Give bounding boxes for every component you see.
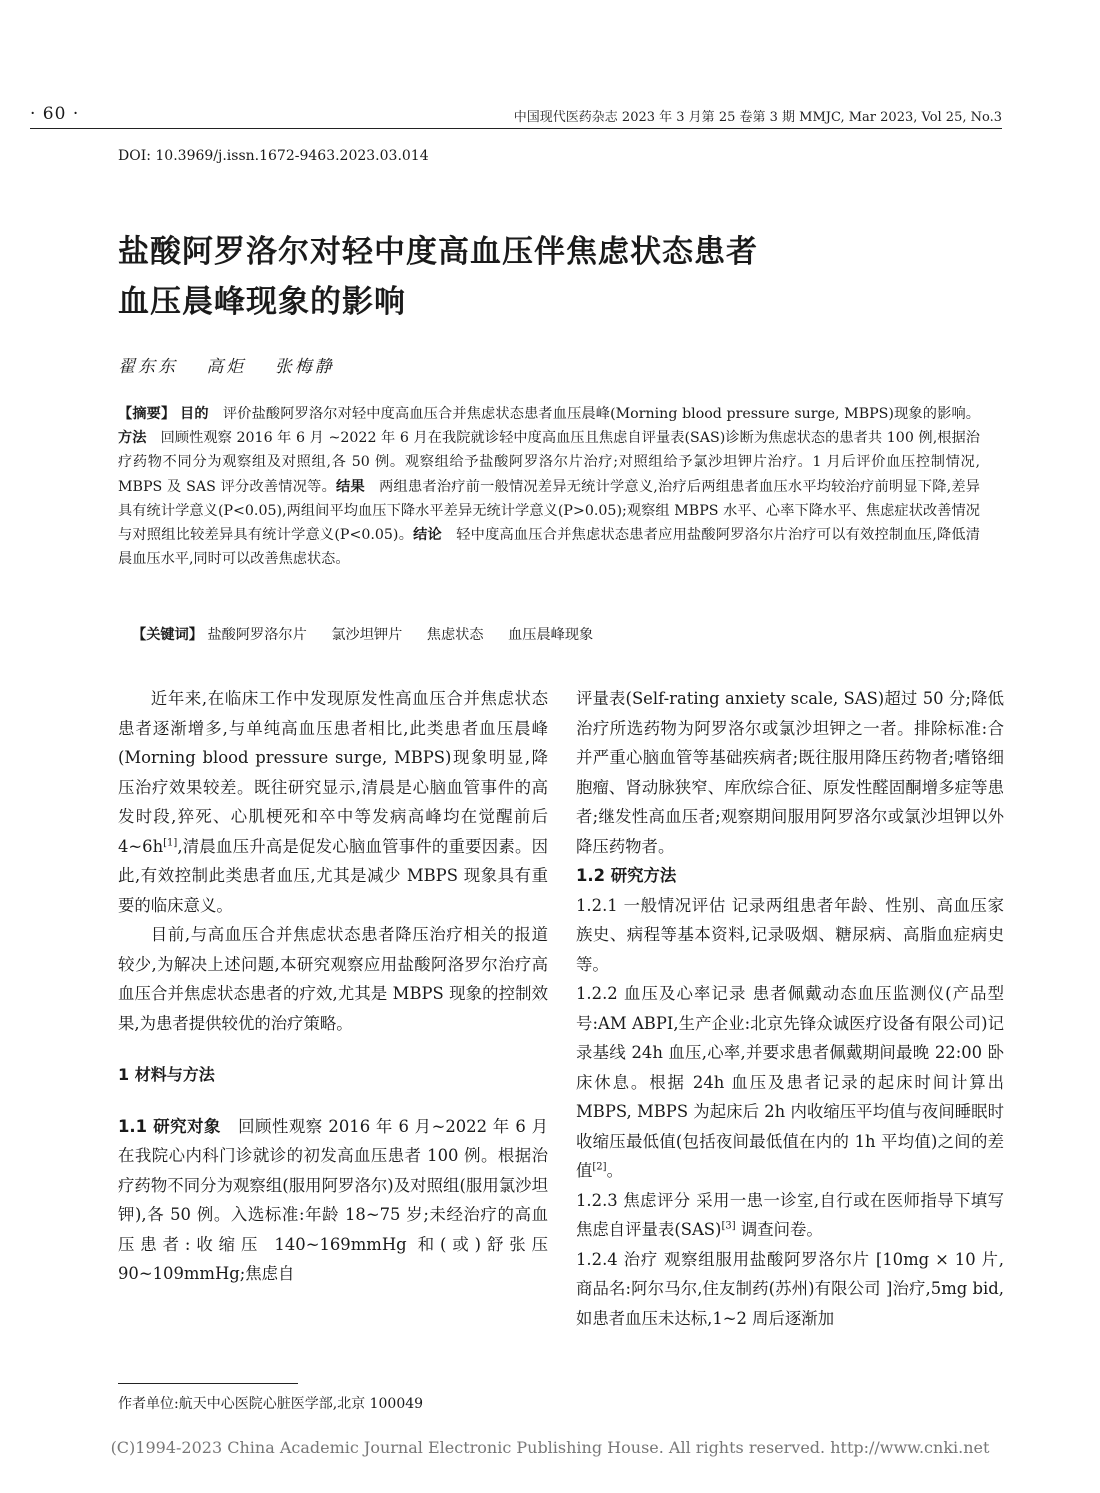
author: 张梅静 <box>274 357 335 377</box>
results-label: 结果 <box>336 478 365 495</box>
conclusion-label: 结论 <box>413 527 442 544</box>
keyword: 焦虑状态 <box>426 627 484 643</box>
section-1-2-1: 1.2.1 一般情况评估 记录两组患者年龄、性别、高血压家族史、病程等基本资料,记录吸烟、糖尿病、高脂血症病史等。 <box>576 895 1004 974</box>
methods-text: 回顾性观察 2016 年 6 月 ~2022 年 6 月在我院就诊轻中度高血压且焦虑自评量表(SAS)诊断为焦虑状态的患者共 100 例,根据治疗药物不同分为观察组及对照组,各 50 例。观察组给予盐酸阿罗洛尔片治疗;对照组给予氯沙坦钾片治疗。1 月后评价血压控制情况, MBPS 及 SAS 评分改善情况等。 <box>118 430 980 495</box>
objective-label: 目的 <box>180 406 209 422</box>
objective-text: 评价盐酸阿罗洛尔对轻中度高血压合并焦虑状态患者血压晨峰(Morning blood pressure surge, MBPS)现象的影响。 <box>222 406 980 422</box>
intro-paragraph-1: 近年来,在临床工作中发现原发性高血压合并焦虑状态患者逐渐增多,与单纯高血压患者相比,此类患者血压晨峰(Morning blood pressure surge, MBPS)现象明显,降压治疗效果较差。既往研究显示,清晨是心脑血管事件的高发时段,猝死、心肌梗死和卒中等发病高峰均在觉醒前后 4~6h[1],清晨血压升高是促发心脑血管事件的重要因素。因此,有效控制此类患者血压,尤其是减少 MBPS 现象具有重要的临床意义。 <box>118 689 548 915</box>
journal-citation: 中国现代医药杂志 2023 年 3 月第 25 卷第 3 期 MMJC, Mar 2023, Vol 25, No.3 <box>513 110 1002 125</box>
author-affiliation: 作者单位:航天中心医院心脏医学部,北京 100049 <box>118 1396 424 1412</box>
abstract-label: 【摘要】 <box>118 406 176 422</box>
citation-ref[interactable]: [1] <box>163 837 178 849</box>
section-heading: 1 材料与方法 <box>118 1065 215 1084</box>
citation-ref[interactable]: [3] <box>721 1220 736 1232</box>
intro-paragraph-2: 目前,与高血压合并焦虑状态患者降压治疗相关的报道较少,为解决上述问题,本研究观察应用盐酸阿洛罗尔治疗高血压合并焦虑状态患者的疗效,尤其是 MBPS 现象的控制效果,为患者提供较优的治疗策略。 <box>118 925 548 1033</box>
subsection-heading: 1.1 研究对象 <box>118 1116 221 1136</box>
section-1-1: 1.1 研究对象 回顾性观察 2016 年 6 月~2022 年 6 月在我院心内科门诊就诊的初发高血压患者 100 例。根据治疗药物不同分为观察组(服用阿罗洛尔)及对照组(服用氯沙坦钾),各 50 例。入选标准:年龄 18~75 岁;未经治疗的高血压患者:收缩压 140~169mmHg 和(或)舒张压 90~109mmHg;焦虑自 <box>118 1116 548 1283</box>
page-number: · 60 · <box>30 104 80 124</box>
author-list <box>118 352 355 377</box>
abstract <box>118 402 980 571</box>
methods-label: 方法 <box>118 430 147 447</box>
body-column-left <box>118 684 548 1289</box>
results-text: 两组患者治疗前一般情况差异无统计学意义,治疗后两组患者血压水平均较治疗前明显下降,差异具有统计学意义(P<0.05),两组间平均血压下降水平差异无统计学意义(P>0.05);观察组 MBPS 水平、心率下降水平、焦虑症状改善情况与对照组比较差异具有统计学意义(P<0.05)。 <box>118 478 980 544</box>
keywords-label: 【关键词】 <box>132 627 203 643</box>
inclusion-continued: 评量表(Self-rating anxiety scale, SAS)超过 50 分;降低治疗所选药物为阿罗洛尔或氯沙坦钾之一者。排除标准:合并严重心脑血管等基础疾病者;既往服用降压药物者;嗜铬细胞瘤、肾动脉狭窄、库欣综合征、原发性醛固酮增多症等患者;继发性高血压者;观察期间服用阿罗洛尔或氯沙坦钾以外降压药物者。 <box>576 689 1004 856</box>
keyword: 氯沙坦钾片 <box>331 627 403 643</box>
keyword: 血压晨峰现象 <box>508 627 594 643</box>
article-title <box>118 227 758 327</box>
section-1-2-3: 1.2.3 焦虑评分 采用一患一诊室,自行或在医师指导下填写焦虑自评量表(SAS)[3] 调查问卷。 <box>576 1190 1004 1239</box>
citation-ref[interactable]: [2] <box>592 1161 607 1173</box>
title-line-2: 血压晨峰现象的影响 <box>118 284 406 320</box>
section-1-2-4: 1.2.4 治疗 观察组服用盐酸阿罗洛尔片 [10mg × 10 片,商品名:阿尔马尔,住友制药(苏州)有限公司 ]治疗,5mg bid,如患者血压未达标,1~2 周后逐渐加 <box>576 1249 1004 1328</box>
doi[interactable]: DOI: 10.3969/j.issn.1672-9463.2023.03.014 <box>118 148 429 164</box>
author: 高炬 <box>206 357 247 377</box>
subsection-heading: 1.2 研究方法 <box>576 866 677 885</box>
footnote-rule <box>118 1383 298 1384</box>
body-column-right <box>576 684 1004 1333</box>
keywords <box>118 623 980 647</box>
section-1-2-2: 1.2.2 血压及心率记录 患者佩戴动态血压监测仪(产品型号:AM ABPI,生产企业:北京先锋众诚医疗设备有限公司)记录基线 24h 血压,心率,并要求患者佩戴期间最晚 22:00 卧床休息。根据 24h 血压及患者记录的起床时间计算出 MBPS, MBPS 为起床后 2h 内收缩压平均值与夜间睡眠时收缩压最低值(包括夜间最低值在内的 1h 平均值)之间的差值[2]。 <box>576 984 1004 1180</box>
copyright-watermark: (C)1994-2023 China Academic Journal Electronic Publishing House. All rights reserved. http://www.cnki.net <box>110 1438 990 1457</box>
header-rule <box>30 128 1002 129</box>
title-line-1: 盐酸阿罗洛尔对轻中度高血压伴焦虑状态患者 <box>118 234 758 270</box>
conclusion-text: 轻中度高血压合并焦虑状态患者应用盐酸阿罗洛尔片治疗可以有效控制血压,降低清晨血压水平,同时可以改善焦虑状态。 <box>118 527 980 568</box>
keyword: 盐酸阿罗洛尔片 <box>207 627 307 643</box>
author: 翟东东 <box>118 357 178 377</box>
